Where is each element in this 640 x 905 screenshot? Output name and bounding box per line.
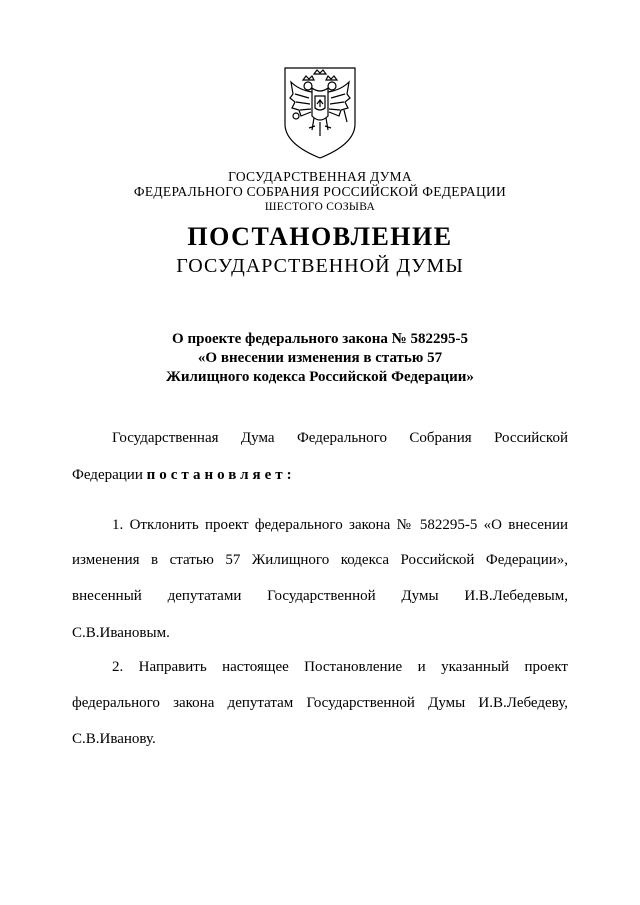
russian-coat-of-arms-icon [281,64,359,162]
subject-line-2: «О внесении изменения в статью 57 [197,350,443,366]
clause-1-line-4: С.В.Ивановым. [72,625,170,641]
preamble-line-1: Государственная Дума Федерального Собрания Российской [112,430,568,446]
preamble-prefix: Федерации [72,467,147,483]
header-line-3: ШЕСТОГО СОЗЫВА [264,201,376,213]
header-line-1: ГОСУДАРСТВЕННАЯ ДУМА [228,169,412,184]
subject-line-3: Жилищного кодекса Российской Федерации» [166,369,474,385]
document-type-title: ПОСТАНОВЛЕНИЕ [187,222,453,251]
preamble-emphasis: постановляет: [146,467,296,483]
clause-1-line-2: изменения в статью 57 Жилищного кодекса Российской Федерации», [72,552,568,568]
clause-2-line-1: 2. Направить настоящее Постановление и указанный проект [112,659,568,675]
clause-1-line-3: внесенный депутатами Государственной Думы И.В.Лебедевым, [72,588,568,604]
subject-line-1: О проекте федерального закона № 582295-5 [172,331,468,347]
clause-2-line-3: С.В.Иванову. [72,731,156,747]
clause-2-line-2: федерального закона депутатам Государственной Думы И.В.Лебедеву, [72,695,568,711]
clause-1-line-1: 1. Отклонить проект федерального закона № 582295-5 «О внесении [112,517,568,533]
preamble-line-2 [72,467,568,484]
header-line-2: ФЕДЕРАЛЬНОГО СОБРАНИЯ РОССИЙСКОЙ ФЕДЕРАЦИИ [133,184,507,199]
document-issuer: ГОСУДАРСТВЕННОЙ ДУМЫ [176,255,464,277]
